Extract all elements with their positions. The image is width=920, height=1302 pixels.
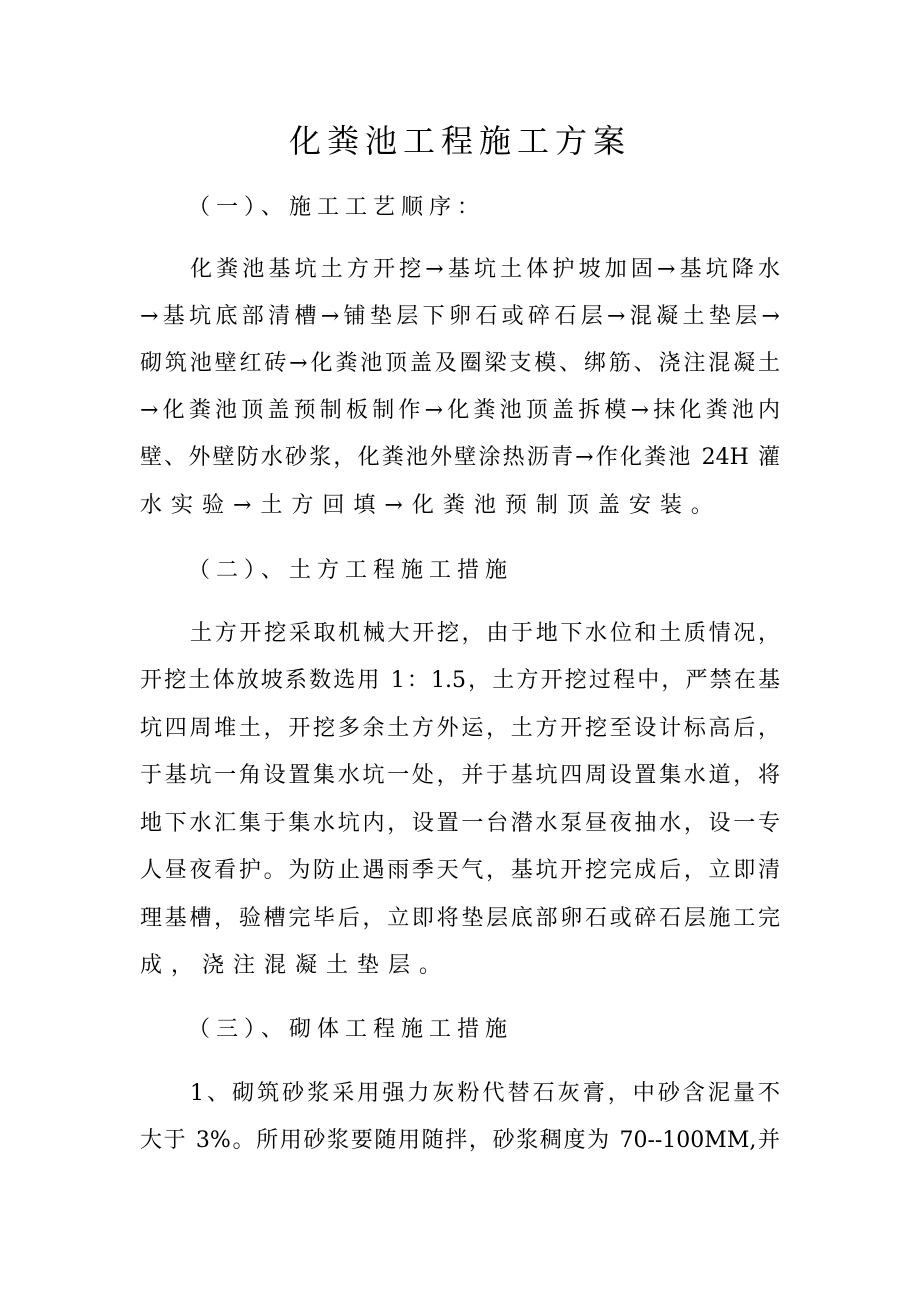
paragraph-line: 理基槽，验槽完毕后，立即将垫层底部卵石或碎石层施工完	[140, 906, 780, 931]
section-heading-1: （一）、施工工艺顺序：	[188, 195, 486, 220]
paragraph-line: 开挖土体放坡系数选用 1：1.5，土方开挖过程中，严禁在基	[140, 668, 780, 693]
paragraph-line: 坑四周堆土，开挖多余土方外运，土方开挖至设计标高后，	[140, 716, 780, 741]
paragraph-line: 地下水汇集于集水坑内，设置一台潜水泵昼夜抽水，设一专	[140, 811, 780, 836]
paragraph-line: 砌筑池壁红砖→化粪池顶盖及圈梁支模、绑筋、浇注混凝土	[140, 351, 780, 376]
paragraph-line: 成，浇注混凝土垫层。	[140, 953, 451, 978]
paragraph-line: 水实验→土方回填→化粪池预制顶盖安装。	[140, 493, 722, 518]
paragraph-line: →化粪池顶盖预制板制作→化粪池顶盖拆模→抹化粪池内	[140, 398, 780, 423]
paragraph-line: 于基坑一角设置集水坑一处，并于基坑四周设置集水道，将	[140, 763, 780, 788]
paragraph-line: 化粪池基坑土方开挖→基坑土体护坡加固→基坑降水	[190, 257, 780, 282]
section-heading-3: （三）、砌体工程施工措施	[188, 1017, 514, 1042]
paragraph-line: 壁、外壁防水砂浆，化粪池外壁涂热沥青→作化粪池 24H 灌	[140, 445, 780, 470]
section-heading-2: （二）、土方工程施工措施	[188, 558, 514, 583]
paragraph-line: 1、砌筑砂浆采用强力灰粉代替石灰膏，中砂含泥量不	[190, 1081, 780, 1106]
paragraph-line: →基坑底部清槽→铺垫层下卵石或碎石层→混凝土垫层→	[140, 304, 780, 329]
paragraph-line: 人昼夜看护。为防止遇雨季天气，基坑开挖完成后，立即清	[140, 858, 780, 883]
paragraph-line: 大于 3%。所用砂浆要随用随拌，砂浆稠度为 70--100MM,并	[140, 1128, 780, 1153]
document-title: 化粪池工程施工方案	[288, 122, 631, 160]
paragraph-line: 土方开挖采取机械大开挖，由于地下水位和土质情况，	[190, 621, 780, 646]
